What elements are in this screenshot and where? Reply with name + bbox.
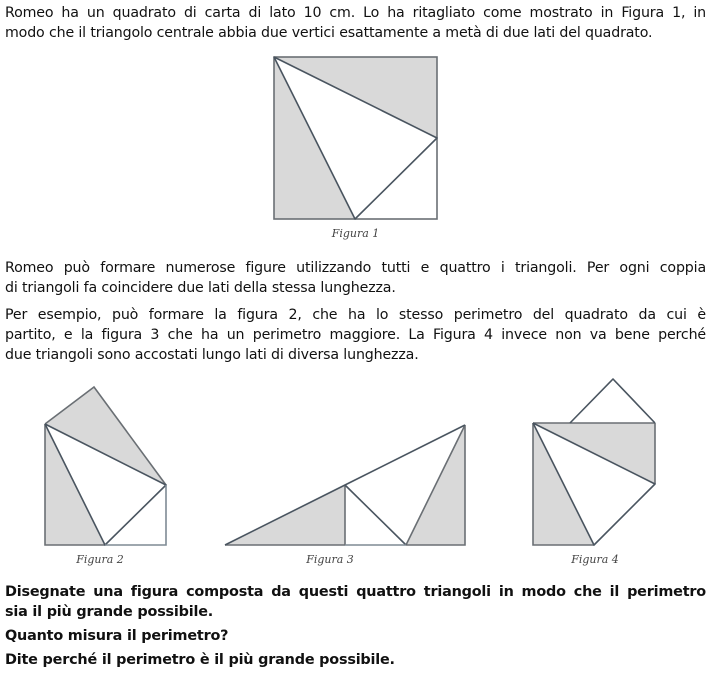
intro-line-2: modo che il triangolo centrale abbia due vertici esattamente a metà di due lati del quadrato. [5, 25, 653, 41]
figure-4-caption: Figura 4 [571, 553, 619, 566]
figure-1 [274, 57, 438, 221]
para3-line-1: Per esempio, può formare la figura 2, che ha lo stesso perimetro del quadrato da cui è [5, 307, 706, 323]
para2-line-1: Romeo può formare numerose figure utilizzando tutti e quattro i triangoli. Per ogni coppia [5, 260, 706, 276]
fig3-small-triangle [345, 485, 406, 545]
figure-3 [225, 425, 467, 547]
para3-line-2: partito, e la figura 3 che ha un perimetro maggiore. La Figura 4 invece non va bene perché [5, 327, 706, 343]
figure-2 [45, 387, 169, 547]
question-1-line-2: sia il più grande possibile. [5, 604, 214, 620]
fig4-small-triangle-on-top [570, 379, 655, 423]
para3-line-3: due triangoli sono accostati lungo lati di diversa lunghezza. [5, 347, 419, 363]
figure-3-caption: Figura 3 [306, 553, 354, 566]
paragraph-3 [5, 305, 706, 365]
intro-paragraph [5, 3, 706, 43]
figure-4 [533, 378, 659, 548]
figure-1-caption: Figura 1 [331, 227, 380, 240]
question-1-line-1: Disegnate una figura composta da questi quattro triangoli in modo che il perimetro [5, 584, 706, 600]
figure-2-caption: Figura 2 [76, 553, 124, 566]
question-2: Quanto misura il perimetro? [5, 628, 229, 644]
question-3: Dite perché il perimetro è il più grande possibile. [5, 652, 395, 668]
para2-line-2: di triangoli fa coincidere due lati della stessa lunghezza. [5, 280, 396, 296]
questions [5, 582, 706, 670]
intro-line-1: Romeo ha un quadrato di carta di lato 10 cm. Lo ha ritagliato come mostrato in Figura 1, in [5, 5, 706, 21]
paragraph-2 [5, 258, 706, 298]
